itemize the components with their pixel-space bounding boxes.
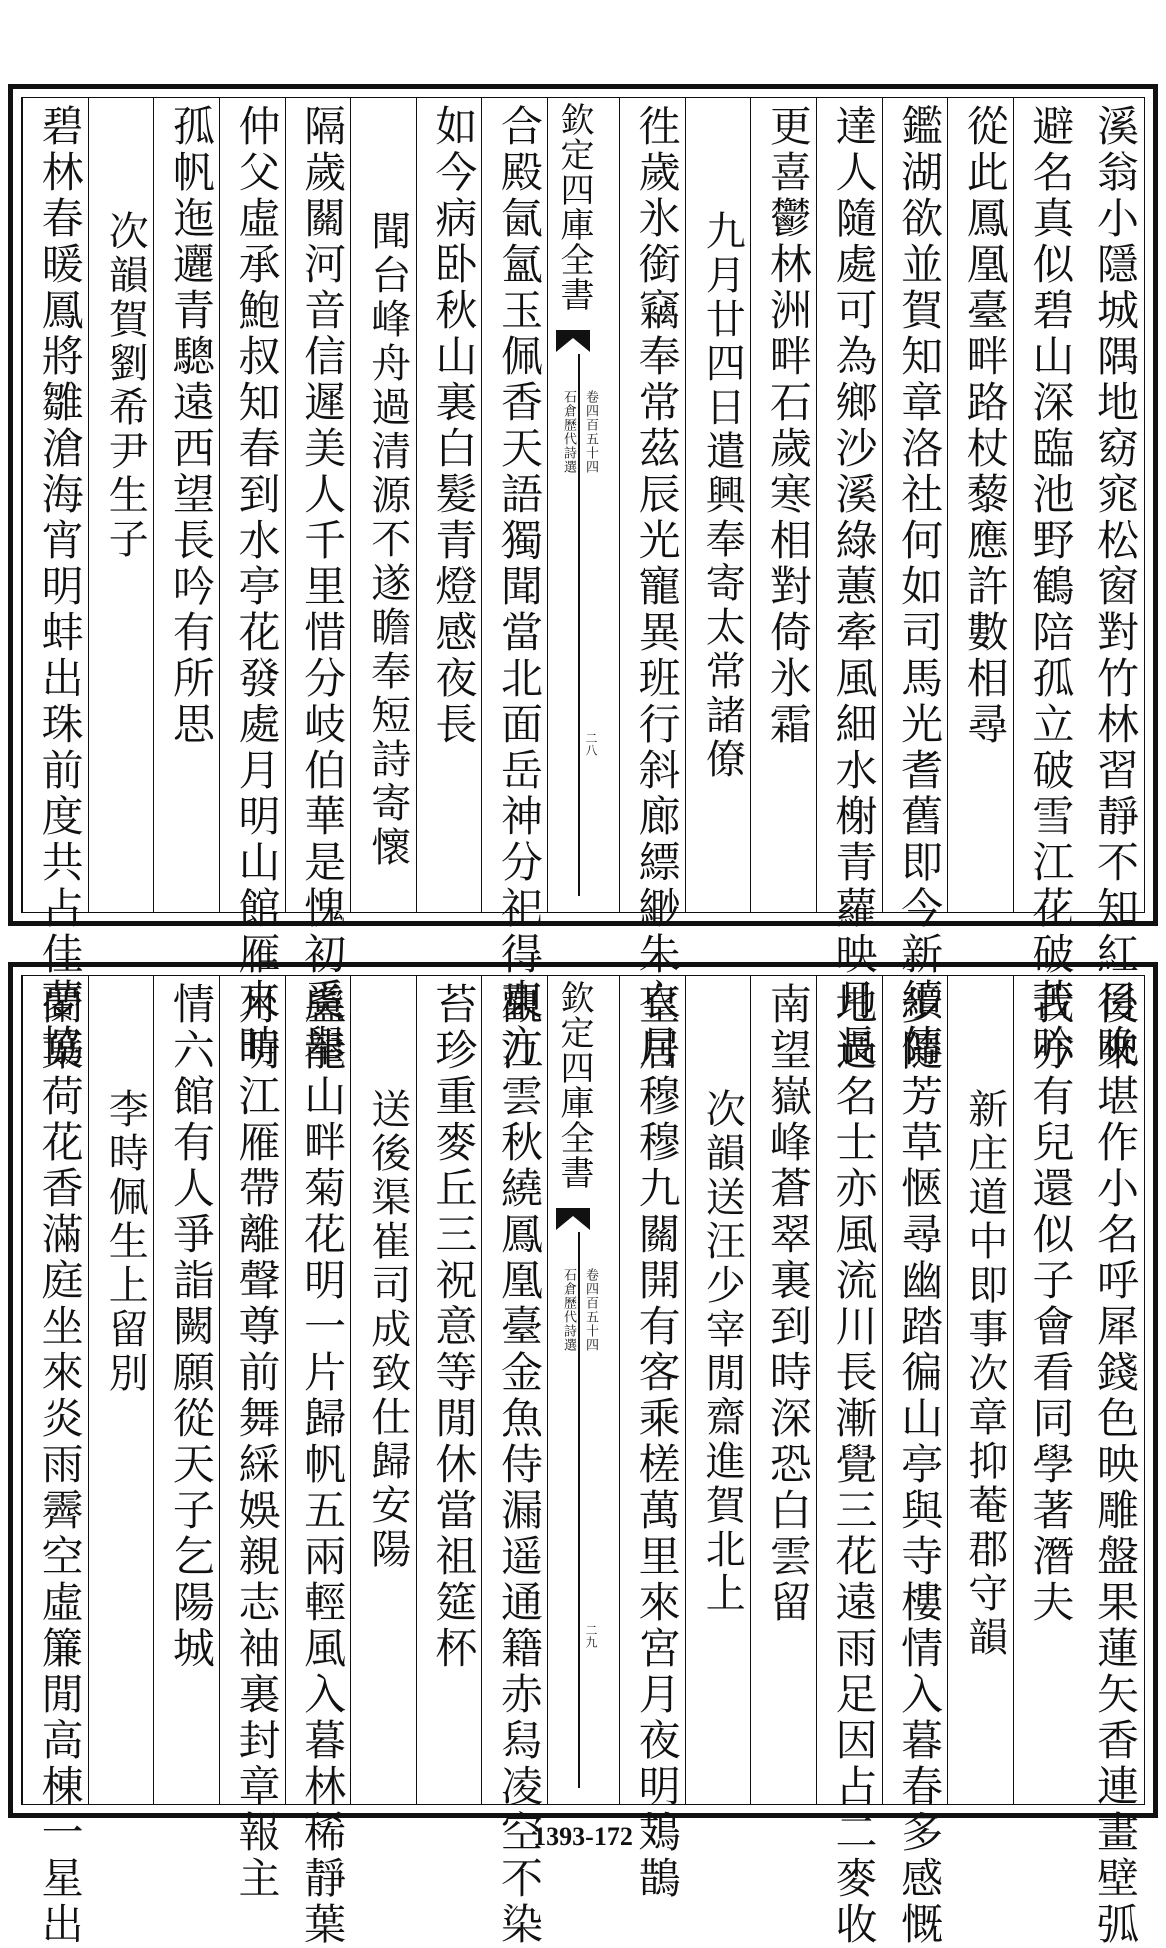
top-poem-title: 聞台峰舟過清源不遂瞻奉短詩寄懷	[364, 210, 411, 870]
top-poem-line: 碧林春暖鳳將雛滄海宵明蚌出珠前度共占佳夢協	[35, 104, 85, 1070]
bottom-poem-line: 情六館有人爭詣闕願從天子乞陽城	[166, 982, 216, 1672]
top-left-column	[22, 98, 88, 1070]
top-left-column	[285, 98, 351, 1070]
bottom-center-banner	[547, 976, 619, 1804]
top-poem-line: 隔歲關河音信遲美人千里惜分岐伯華是愧初奚舉	[298, 104, 348, 1070]
bottom-left-column	[285, 976, 351, 1948]
top-text-frame	[21, 97, 1145, 1070]
top-poem-line: 徃歲氷銜竊奉常茲辰光寵異班行斜廊縹緲朱衣月	[632, 104, 682, 1070]
bottom-banner-rule	[578, 1232, 580, 1788]
bottom-poem-title: 新庄道中即事次章抑菴郡守韻	[961, 1088, 1008, 1660]
bottom-poem-line: 後來堪作小名呼犀錢色映雕盤果蓮矢香連畫壁弧	[1091, 982, 1140, 1948]
top-poem-line: 達人隨處可為鄉沙溪綠蕙牽風細水榭青蘿映月長	[829, 104, 879, 1070]
bottom-poem-line: 我亦有兒還似子會看同學著潛夫	[1026, 982, 1076, 1626]
bottom-left-column	[350, 976, 416, 1804]
top-poem-line: 更喜鬱林洲畔石歲寒相對倚氷霜	[763, 104, 813, 748]
top-banner-book-title: 石倉歷代詩選	[561, 390, 576, 474]
bottom-poem-line: 南望嶽峰蒼翠裏到時深恐白雲留	[763, 982, 813, 1626]
top-right-column	[947, 98, 1013, 912]
bottom-left-column	[219, 976, 285, 1902]
bottom-banner-book-title: 石倉歷代詩選	[561, 1268, 576, 1352]
top-left-column	[219, 98, 285, 1070]
top-poem-line: 合殿氤氳玉佩香天語獨聞當北面岳神分祀得東方	[495, 104, 544, 1070]
bottom-left-column	[153, 976, 219, 1804]
top-poem-line: 鑑湖欲並賀知章洛社何如司馬光耆舊即今新續傳	[895, 104, 945, 1070]
top-left-column	[416, 98, 482, 912]
bottom-poem-line: 盧龍山畔菊花明一片歸帆五兩輕風入暮林稀靜葉	[298, 982, 348, 1948]
top-left-column	[350, 98, 416, 912]
bottom-banner-leaf-number: 二九	[584, 1624, 598, 1648]
top-banner-title: 欽定四庫全書	[554, 102, 594, 312]
bottom-right-column	[1013, 976, 1079, 1804]
top-banner-rule	[578, 354, 580, 896]
top-poem-line: 孤帆迤邐青驄遠西望長吟有所思	[166, 104, 216, 748]
top-center-banner	[547, 98, 619, 912]
top-banner-leaf-number: 二八	[584, 732, 598, 756]
top-right-column	[816, 98, 882, 1070]
top-poem-line: 溪翁小隱城隅地窈窕松窗對竹林習靜不知紅日晚	[1091, 104, 1140, 1070]
bottom-poem-line: 蘭葉荷花香滿庭坐來炎雨霽空虛簾閒高棟一星出	[35, 982, 85, 1948]
top-banner-volume: 卷四百五十四	[583, 390, 598, 474]
bottom-poem-line: 觀江雲秋繞鳳凰臺金魚侍漏遥通籍赤舄凌空不染	[495, 982, 544, 1948]
top-page-panel	[8, 84, 1158, 1070]
top-poem-line: 避名真似碧山深臨池野鶴陪孤立破雪江花破苦吟	[1026, 104, 1076, 1070]
top-right-column	[1078, 98, 1144, 1070]
bottom-right-column	[882, 976, 948, 1948]
bottom-fish-tail-mark-icon	[556, 1208, 590, 1230]
bottom-left-column	[416, 976, 482, 1804]
bottom-poem-line: 苔珍重麥丘三祝意等閒休當祖筵杯	[429, 982, 479, 1672]
bottom-right-column	[750, 976, 816, 1804]
top-left-column	[88, 98, 154, 912]
page-number: 1393-172	[533, 1822, 633, 1851]
bottom-poem-line: 地過名士亦風流川長漸覺三花遠雨足因占二麥收	[829, 982, 879, 1948]
bottom-right-column	[816, 976, 882, 1948]
top-fish-tail-mark-icon	[556, 330, 590, 352]
bottom-poem-line: 月明江雁帶離聲尊前舞綵娛親志袖裏封章報主	[232, 982, 282, 1902]
top-right-column	[750, 98, 816, 912]
top-right-column	[619, 98, 685, 1070]
top-poem-line: 仲父虛承鮑叔知春到水亭花發處月明山館雁來時	[232, 104, 282, 1070]
top-left-column	[481, 98, 547, 1070]
top-left-column	[153, 98, 219, 912]
top-poem-line: 從此鳳凰臺畔路杖藜應許數相尋	[960, 104, 1010, 748]
bottom-left-column	[88, 976, 154, 1804]
bottom-left-column	[481, 976, 547, 1948]
top-poem-title: 九月廿四日遣興奉寄太常諸僚	[699, 210, 746, 782]
bottom-right-column	[1078, 976, 1144, 1948]
bottom-banner-title: 欽定四庫全書	[554, 980, 594, 1190]
top-poem-title: 次韻賀劉希尹生子	[102, 210, 149, 562]
top-poem-line: 如今病卧秋山裏白髮青燈感夜長	[429, 104, 479, 748]
bottom-right-column	[685, 976, 751, 1804]
bottom-left-column	[22, 976, 88, 1948]
top-right-column	[1013, 98, 1079, 1070]
bottom-right-column	[619, 976, 685, 1902]
bottom-poem-line: 步隨芳草愜尋幽踏徧山亭與寺樓情入暮春多感慨	[895, 982, 945, 1948]
bottom-poem-title: 送後渠崔司成致仕歸安陽	[364, 1088, 411, 1572]
bottom-banner-volume: 卷四百五十四	[583, 1268, 598, 1352]
bottom-poem-title: 次韻送汪少宰閒齋進賀北上	[699, 1088, 746, 1616]
bottom-poem-line: 皇居穆穆九關開有客乘槎萬里來宮月夜明鳷鵲	[632, 982, 682, 1902]
bottom-right-column	[947, 976, 1013, 1804]
bottom-poem-title: 李時佩生上留別	[102, 1088, 149, 1396]
top-right-column	[882, 98, 948, 1070]
top-right-column	[685, 98, 751, 912]
